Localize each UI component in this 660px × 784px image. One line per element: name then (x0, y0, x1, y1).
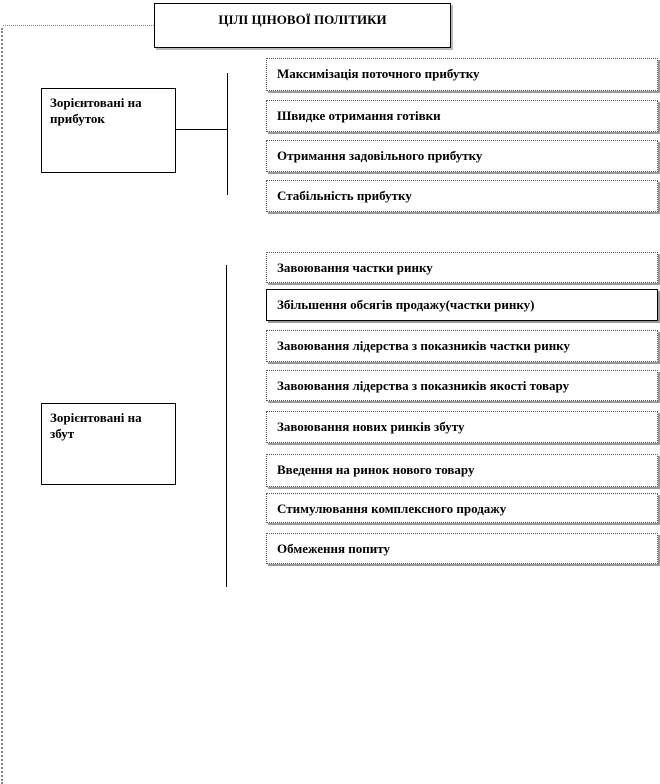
goal-box: Введення на ринок нового товару (266, 454, 658, 487)
dotted-left-border (1, 28, 3, 784)
connector-line (176, 129, 228, 130)
group-label-line2: збут (50, 426, 75, 441)
goal-box: Стимулювання комплексного продажу (266, 493, 658, 523)
goal-box: Завоювання частки ринку (266, 252, 658, 283)
goal-box: Завоювання лідерства з показників якості товару (266, 370, 658, 401)
goal-box: Обмеження попиту (266, 533, 658, 564)
goal-box: Завоювання лідерства з показників частки ринку (266, 330, 658, 362)
group-label-line2: прибуток (50, 111, 105, 126)
group-box-profit (41, 88, 176, 173)
diagram-title: ЦІЛІ ЦІНОВОЇ ПОЛІТИКИ (154, 3, 451, 48)
goal-box: Максимізація поточного прибутку (266, 58, 658, 91)
goal-box: Отримання задовільного прибутку (266, 140, 658, 172)
goal-box: Збільшення обсягів продажу(частки ринку) (266, 289, 658, 321)
group-label-line1: Зорієнтовані на (50, 410, 142, 425)
group-label-line1: Зорієнтовані на (50, 95, 142, 110)
goal-box: Завоювання нових ринків збуту (266, 411, 658, 443)
group-box-sales (41, 403, 176, 485)
dotted-top-connector (3, 25, 154, 26)
bracket-line-sales (226, 265, 227, 587)
bracket-line-profit (227, 73, 228, 195)
goal-box: Швидке отримання готівки (266, 100, 658, 132)
goal-box: Стабільність прибутку (266, 180, 658, 212)
